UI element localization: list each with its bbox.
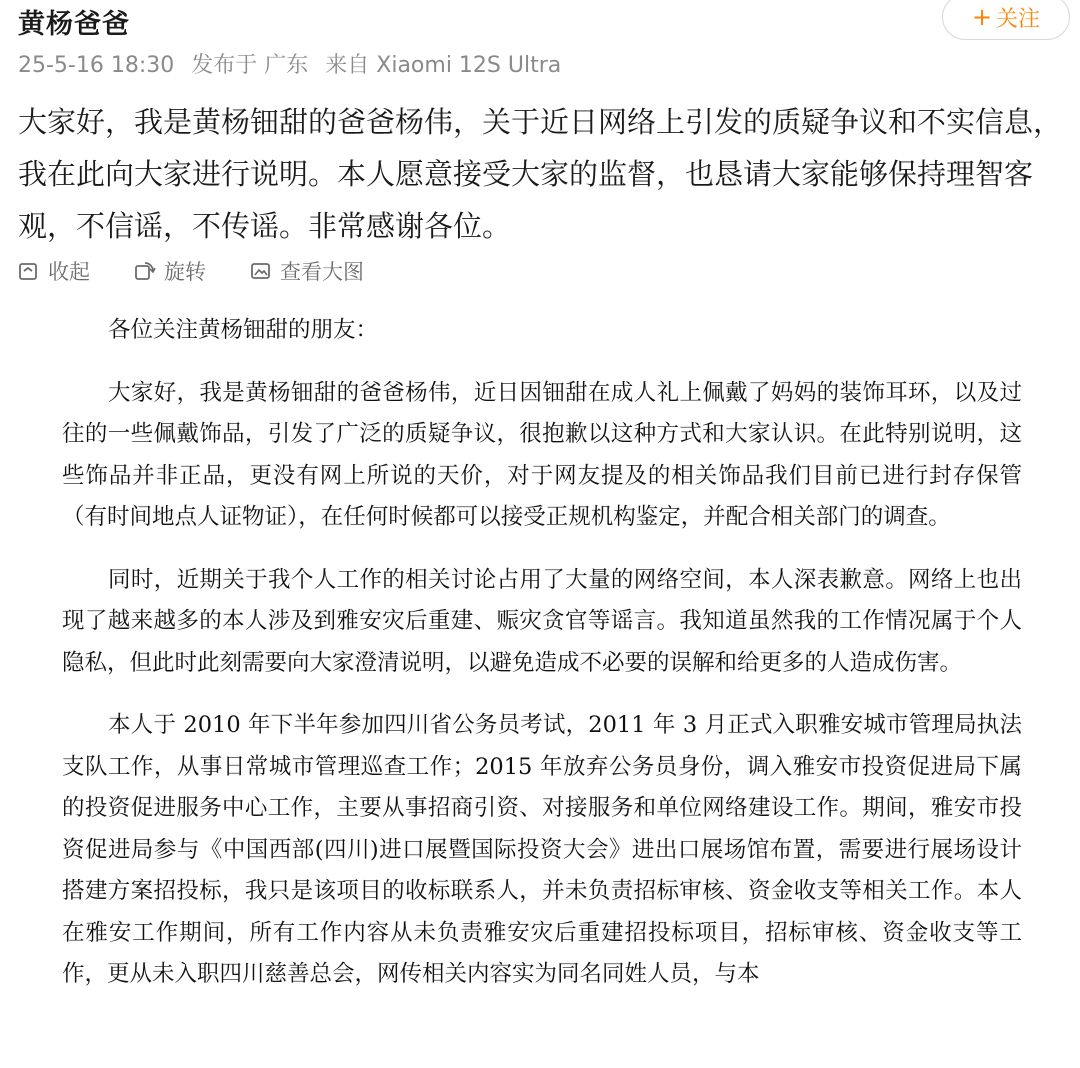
plus-icon: + bbox=[971, 3, 993, 31]
rotate-button[interactable] bbox=[134, 256, 206, 286]
collapse-button[interactable] bbox=[18, 256, 90, 286]
author-name[interactable]: 黄杨爸爸 bbox=[18, 9, 130, 40]
view-large-label: 查看大图 bbox=[280, 260, 364, 284]
view-large-button[interactable] bbox=[250, 256, 364, 286]
post-device: 来自 Xiaomi 12S Ultra bbox=[325, 53, 562, 78]
letter-salutation: 各位关注黄杨钿甜的朋友： bbox=[108, 317, 379, 343]
post-time: 25-5-16 18:30 bbox=[18, 53, 175, 78]
letter-paragraph: 本人于 2010 年下半年参加四川省公务员考试，2011 年 3 月正式入职雅安城市管理局执法支队工作，从事日常城市管理巡查工作；2015 年放弃公务员身份，调入雅安市投资促进局下属的投资促进服务中心工作，主要从事招商引资、对接服务和单位网络建设工作。期间，雅安市投资促进局参与《中国西部(四川)进口展暨国际投资大会》进出口展场馆布置，需要进行展场设计搭建方案招投标，我只是该项目的收标联系人，并未负责招标审核、资金收支等相关工作。本人在雅安工作期间，所有工作内容从未负责雅安灾后重建招投标项目，招标审核、资金收支等工作，更从未入职四川慈善总会，网传相关内容实为同名同姓人员，与本 bbox=[62, 712, 1022, 987]
collapse-icon bbox=[18, 260, 40, 282]
rotate-icon bbox=[134, 260, 156, 282]
follow-button[interactable] bbox=[942, 0, 1070, 40]
letter-image[interactable] bbox=[0, 300, 1080, 1068]
post-header bbox=[18, 0, 1062, 90]
post-text: 大家好，我是黄杨钿甜的爸爸杨伟，关于近日网络上引发的质疑争议和不实信息，我在此向大家进行说明。本人愿意接受大家的监督，也恳请大家能够保持理智客观，不信谣，不传谣。非常感谢各位。 bbox=[18, 105, 1063, 243]
post-meta bbox=[18, 48, 571, 79]
collapse-label: 收起 bbox=[48, 260, 90, 284]
view-large-icon bbox=[250, 260, 272, 282]
letter-paragraph: 大家好，我是黄杨钿甜的爸爸杨伟，近日因钿甜在成人礼上佩戴了妈妈的装饰耳环，以及过往的一些佩戴饰品，引发了广泛的质疑争议，很抱歉以这种方式和大家认识。在此特别说明，这些饰品并非正品，更没有网上所说的天价，对于网友提及的相关饰品我们目前已进行封存保管（有时间地点人证物证），在任何时候都可以接受正规机构鉴定，并配合相关部门的调查。 bbox=[62, 379, 1022, 530]
image-toolbar bbox=[18, 254, 408, 288]
letter-body bbox=[62, 310, 1022, 1017]
rotate-label: 旋转 bbox=[164, 260, 206, 284]
post-location: 发布于 广东 bbox=[191, 53, 309, 78]
letter-paragraph: 同时，近期关于我个人工作的相关讨论占用了大量的网络空间，本人深表歉意。网络上也出现了越来越多的本人涉及到雅安灾后重建、赈灾贪官等谣言。我知道虽然我的工作情况属于个人隐私，但此时此刻需要向大家澄清说明，以避免造成不必要的误解和给更多的人造成伤害。 bbox=[62, 566, 1022, 676]
follow-label: 关注 bbox=[996, 6, 1041, 32]
